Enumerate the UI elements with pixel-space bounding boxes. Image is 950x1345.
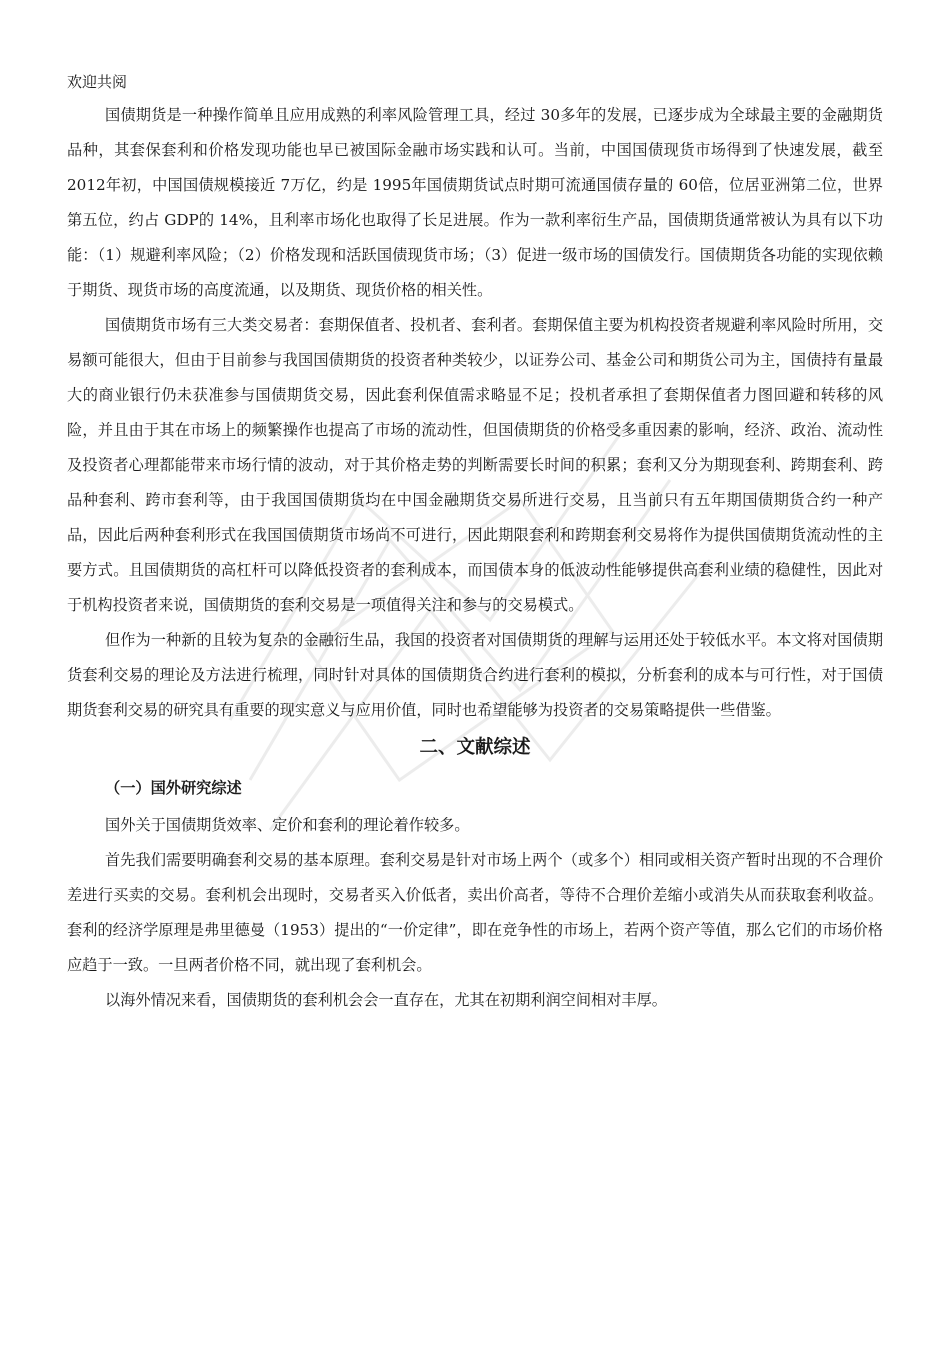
paragraph-traders: 国债期货市场有三大类交易者：套期保值者、投机者、套利者。套期保值主要为机构投资者规避利率风险时所用，交易额可能很大，但由于目前参与我国国债期货的投资者种类较少，以证券公司、基金公司和期货公司为主，国债持有量最大的商业银行仍未获准参与国债期货交易，因此套利保值需求略显不足；投机者承担了套期保值者力图回避和转移的风险，并且由于其在市场上的频繁操作也提高了市场的流动性，但国债期货的价格受多重因素的影响，经济、政治、流动性及投资者心理都能带来市场行情的波动，对于其价格走势的判断需要长时间的积累；套利又分为期现套利、跨期套利、跨品种套利、跨市套利等，由于我国国债期货均在中国金融期货交易所进行交易，且当前只有五年期国债期货合约一种产品，因此后两种套利形式在我国国债期货市场尚不可进行，因此期限套利和跨期套利交易将作为提供国债期货流动性的主要方式。且国债期货的高杠杆可以降低投资者的套利成本，而国债本身的低波动性能够提供高套利业绩的稳健性，因此对于机构投资者来说，国债期货的套利交易是一项值得关注和参与的交易模式。 <box>67 316 883 614</box>
document-body <box>67 98 883 1018</box>
subsection-title-foreign-research: （一）国外研究综述 <box>105 779 242 797</box>
header-label: 欢迎共阅 <box>67 73 128 91</box>
paragraph-arbitrage-principle: 首先我们需要明确套利交易的基本原理。套利交易是针对市场上两个（或多个）相同或相关资产暂时出现的不合理价差进行买卖的交易。套利机会出现时，交易者买入价低者，卖出价高者，等待不合理价差缩小或消失从而获取套利收益。套利的经济学原理是弗里德曼（1953）提出的“一价定律”，即在竞争性的市场上，若两个资产等值，那么它们的市场价格应趋于一致。一旦两者价格不同，就出现了套利机会。 <box>67 851 883 974</box>
paragraph-overseas: 以海外情况来看，国债期货的套利机会会一直存在，尤其在初期利润空间相对丰厚。 <box>105 991 667 1009</box>
paragraph-intro: 国债期货是一种操作简单且应用成熟的利率风险管理工具，经过 30多年的发展，已逐步成为全球最主要的金融期货品种，其套保套利和价格发现功能也早已被国际金融市场实践和认可。当前，中国国债现货市场得到了快速发展，截至 2012年初，中国国债规模接近 7万亿，约是 1995年国债期货试点时期可流通国债存量的 60倍，位居亚洲第二位，世界第五位，约占 GDP的 14%，且利率市场化也取得了长足进展。作为一款利率衍生产品，国债期货通常被认为具有以下功能：（1）规避利率风险；（2）价格发现和活跃国债现货市场；（3）促进一级市场的国债发行。国债期货各功能的实现依赖于期货、现货市场的高度流通，以及期货、现货价格的相关性。 <box>67 106 883 299</box>
paragraph-purpose: 但作为一种新的且较为复杂的金融衍生品，我国的投资者对国债期货的理解与运用还处于较低水平。本文将对国债期货套利交易的理论及方法进行梳理，同时针对具体的国债期货合约进行套利的模拟，分析套利的成本与可行性，对于国债期货套利交易的研究具有重要的现实意义与应用价值，同时也希望能够为投资者的交易策略提供一些借鉴。 <box>67 631 883 719</box>
paragraph-foreign-theory: 国外关于国债期货效率、定价和套利的理论着作较多。 <box>105 816 470 834</box>
section-title-literature-review: 二、文献综述 <box>419 737 531 758</box>
